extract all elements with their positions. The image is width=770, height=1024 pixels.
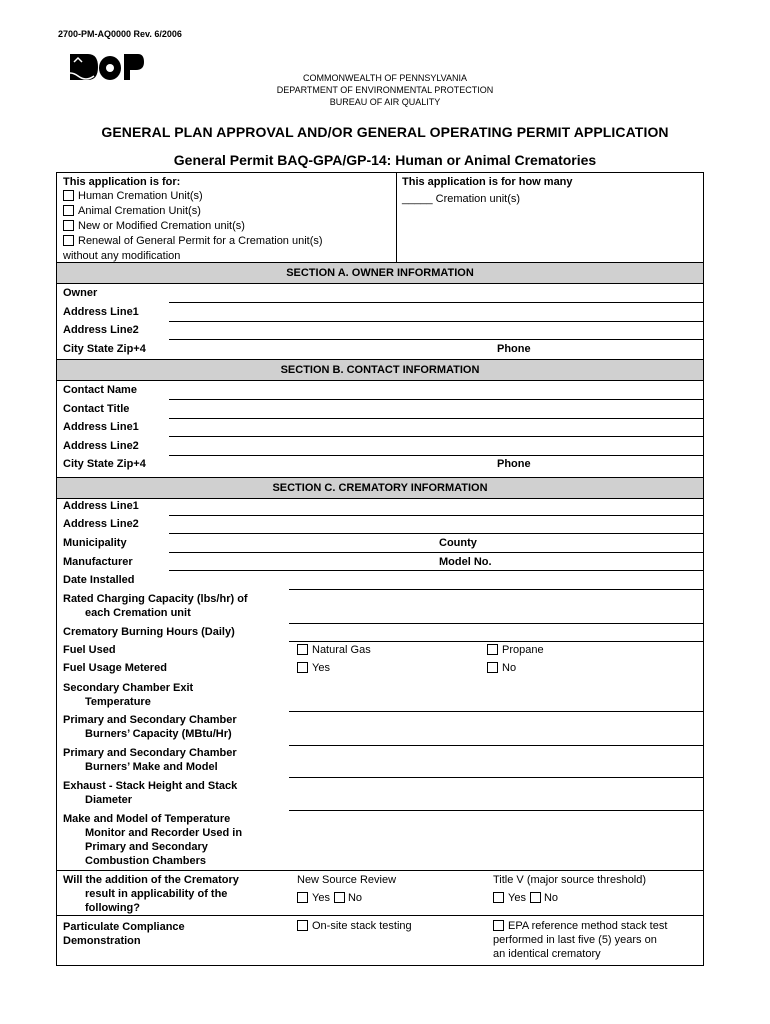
nsr-yes-label: Yes xyxy=(312,892,330,904)
owner-field[interactable] xyxy=(169,302,703,303)
onsite-testing-option[interactable]: On-site stack testing xyxy=(297,919,412,933)
natural-gas-option[interactable]: Natural Gas xyxy=(297,643,371,657)
burner-capacity-label: Primary and Secondary Chamber Burners’ Capacity (MBtu/Hr) xyxy=(63,714,237,740)
owner-address1-label: Address Line1 xyxy=(63,306,139,318)
onsite-testing-checkbox[interactable] xyxy=(297,920,308,931)
title-v-label: Title V (major source threshold) xyxy=(493,874,647,886)
date-installed-field[interactable] xyxy=(289,589,703,590)
title-v-yes-checkbox[interactable] xyxy=(493,892,504,903)
contact-title-label: Contact Title xyxy=(63,403,130,415)
title-v-yes-label: Yes xyxy=(508,892,526,904)
title-v-no-checkbox[interactable] xyxy=(530,892,541,903)
human-cremation-option[interactable]: Human Cremation Unit(s) xyxy=(63,189,203,203)
owner-address2-label: Address Line2 xyxy=(63,324,139,336)
title-v-no-label: No xyxy=(543,892,559,904)
contact-city-label: City State Zip+4 xyxy=(63,458,146,470)
contact-address1-field[interactable] xyxy=(169,436,703,437)
unit-count-label: This application is for how many xyxy=(402,176,573,188)
application-for-label: This application is for: xyxy=(63,176,181,188)
contact-name-field[interactable] xyxy=(169,399,703,400)
contact-address2-label: Address Line2 xyxy=(63,440,139,452)
owner-city-label: City State Zip+4 xyxy=(63,343,146,355)
owner-address2-field[interactable] xyxy=(169,339,703,340)
nsr-options xyxy=(297,891,362,905)
new-modified-option[interactable]: New or Modified Cremation unit(s) xyxy=(63,219,245,233)
contact-name-label: Contact Name xyxy=(63,384,137,396)
nsr-no-checkbox[interactable] xyxy=(334,892,345,903)
form-subtitle: General Permit BAQ-GPA/GP-14: Human or Animal Crematories xyxy=(173,152,597,168)
human-cremation-checkbox[interactable] xyxy=(63,190,74,201)
capacity-label: Rated Charging Capacity (lbs/hr) of each Cremation unit xyxy=(63,593,248,619)
section-a-heading: SECTION A. OWNER INFORMATION xyxy=(57,262,703,284)
compliance-label: Particulate Compliance Demonstration xyxy=(63,921,185,947)
owner-phone-label: Phone xyxy=(497,343,531,355)
temperature-monitor-label: Make and Model of Temperature Monitor and Recorder Used in Primary and Secondary Combustion Chambers xyxy=(63,813,243,867)
section-b-heading: SECTION B. CONTACT INFORMATION xyxy=(57,359,703,381)
renewal-option[interactable]: Renewal of General Permit for a Cremation unit(s) xyxy=(63,234,323,248)
renewal-tail-text: without any modification xyxy=(63,250,181,262)
crematory-address2-field[interactable] xyxy=(169,533,703,534)
nsr-yes-checkbox[interactable] xyxy=(297,892,308,903)
nsr-label: New Source Review xyxy=(297,874,397,886)
capacity-field[interactable] xyxy=(289,623,703,624)
propane-option[interactable]: Propane xyxy=(487,643,544,657)
propane-checkbox[interactable] xyxy=(487,644,498,655)
contact-address2-field[interactable] xyxy=(169,455,703,456)
fuel-used-label: Fuel Used xyxy=(63,644,116,656)
fuel-metered-label: Fuel Usage Metered xyxy=(63,662,167,674)
form-code: 2700-PM-AQ0000 Rev. 6/2006 xyxy=(58,29,182,39)
contact-phone-label: Phone xyxy=(497,458,531,470)
epa-method-checkbox[interactable] xyxy=(493,920,504,931)
stack-field[interactable] xyxy=(289,810,703,811)
owner-label: Owner xyxy=(63,287,98,299)
nsr-no-label: No xyxy=(347,892,363,904)
application-form xyxy=(56,172,704,966)
new-modified-checkbox[interactable] xyxy=(63,220,74,231)
model-label: Model No. xyxy=(439,556,492,568)
agency-line-2: DEPARTMENT OF ENVIRONMENTAL PROTECTION xyxy=(276,85,494,95)
animal-cremation-option[interactable]: Animal Cremation Unit(s) xyxy=(63,204,201,218)
fuel-metered-no-checkbox[interactable] xyxy=(487,662,498,673)
addition-question-label: Will the addition of the Crematory result in applicability of the following? xyxy=(63,874,239,914)
stack-label: Exhaust - Stack Height and Stack Diameter xyxy=(63,780,238,806)
unit-count-blank[interactable]: _____ xyxy=(402,193,433,205)
section-c-heading: SECTION C. CREMATORY INFORMATION xyxy=(57,477,703,499)
burner-make-field[interactable] xyxy=(289,777,703,778)
agency-line-1: COMMONWEALTH OF PENNSYLVANIA xyxy=(302,73,468,83)
natural-gas-checkbox[interactable] xyxy=(297,644,308,655)
burning-hours-label: Crematory Burning Hours (Daily) xyxy=(63,626,235,638)
renewal-checkbox[interactable] xyxy=(63,235,74,246)
unit-count-field[interactable]: _____ Cremation unit(s) xyxy=(402,193,521,205)
manufacturer-field[interactable] xyxy=(169,570,703,571)
agency-block xyxy=(0,72,770,108)
burner-capacity-field[interactable] xyxy=(289,745,703,746)
owner-address1-field[interactable] xyxy=(169,321,703,322)
municipality-field[interactable] xyxy=(169,552,703,553)
county-label: County xyxy=(439,537,477,549)
fuel-metered-no-option[interactable]: No xyxy=(487,661,516,675)
epa-method-option[interactable]: EPA reference method stack test performed in last five (5) years on an identical crematory xyxy=(493,920,668,960)
crematory-address1-label: Address Line1 xyxy=(63,500,139,512)
form-title: GENERAL PLAN APPROVAL AND/OR GENERAL OPERATING PERMIT APPLICATION xyxy=(101,124,669,140)
date-installed-label: Date Installed xyxy=(63,574,135,586)
crematory-address1-field[interactable] xyxy=(169,515,703,516)
exit-temp-label: Secondary Chamber Exit Temperature xyxy=(63,682,194,708)
manufacturer-label: Manufacturer xyxy=(63,556,133,568)
fuel-metered-yes-option[interactable]: Yes xyxy=(297,661,330,675)
fuel-metered-yes-checkbox[interactable] xyxy=(297,662,308,673)
crematory-address2-label: Address Line2 xyxy=(63,518,139,530)
agency-line-3: BUREAU OF AIR QUALITY xyxy=(329,97,441,107)
burner-make-label: Primary and Secondary Chamber Burners’ Make and Model xyxy=(63,747,237,773)
exit-temp-field[interactable] xyxy=(289,711,703,712)
burning-hours-field[interactable] xyxy=(289,641,703,642)
contact-title-field[interactable] xyxy=(169,418,703,419)
municipality-label: Municipality xyxy=(63,537,127,549)
title-v-options xyxy=(493,891,558,905)
contact-address1-label: Address Line1 xyxy=(63,421,139,433)
animal-cremation-checkbox[interactable] xyxy=(63,205,74,216)
